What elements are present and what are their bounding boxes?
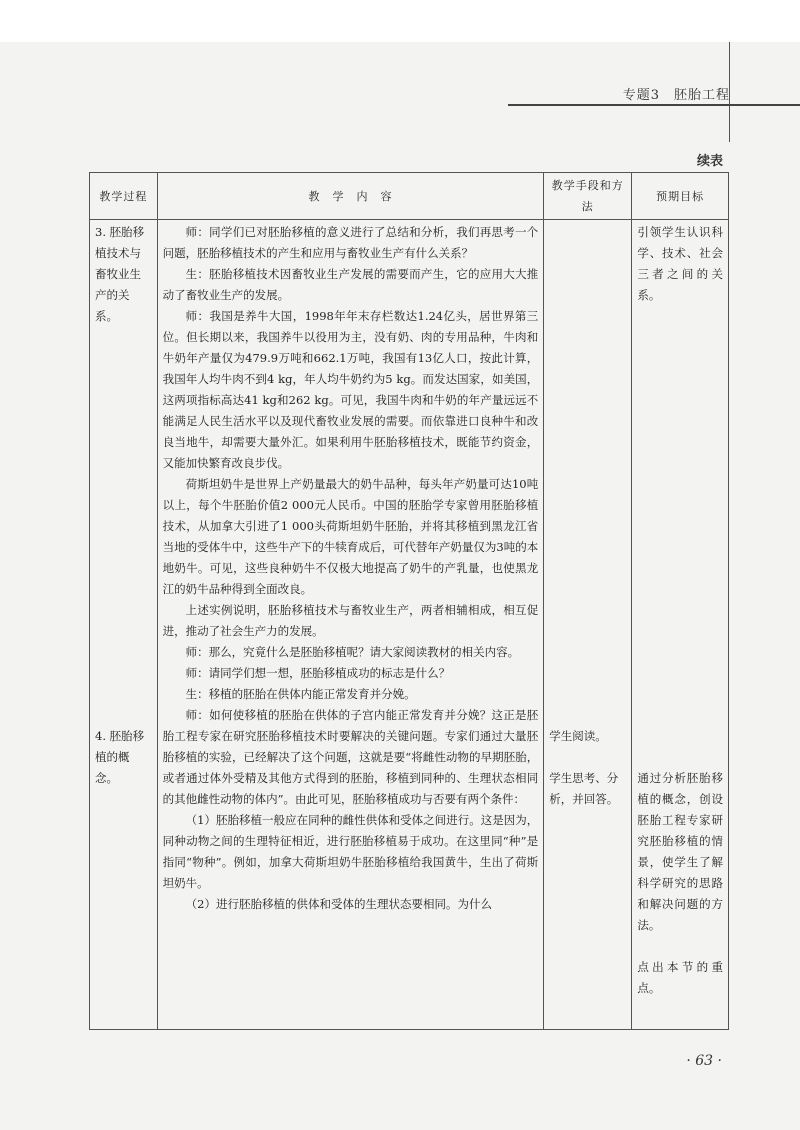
content-paragraph: 师：那么，究竟什么是胚胎移植呢？请大家阅读教材的相关内容。 [185,645,520,659]
content-paragraph: 生：移植的胚胎在供体内能正常发育并分娩。 [185,687,416,701]
method-item: 学生思考、分析，并回答。 [549,771,619,806]
content-paragraph: 上述实例说明，胚胎移植技术与畜牧业生产，两者相辅相成，相互促进，推动了社会生产力的发展。 [162,603,539,638]
goals-cell [632,220,729,1030]
goal-item: 通过分析胚胎移植的概念，创设胚胎工程专家研究胚胎移植的情景，使学生了解科学研究的思路和解决问题的方法。 [637,771,723,932]
running-header: 专题3 胚胎工程 [622,88,730,103]
content-paragraph: （2）进行胚胎移植的供体和受体的生理状态要相同。为什么 [185,897,492,911]
content-paragraph: 荷斯坦奶牛是世界上产奶量最大的奶牛品种，每头年产奶量可达10吨以上，每个牛胚胎价值2 000元人民币。中国的胚胎学专家曾用胚胎移植技术，从加拿大引进了1 000头荷斯坦奶牛胚胎，并将其移植到黑龙江省当地的受体牛中，这些牛产下的牛犊育成后，可代替年产奶量仅为3吨的本地奶牛。可见，这些良种奶牛不仅极大地提高了奶牛的产乳量，也使黑龙江的奶牛品种得到全面改良。 [162,477,539,596]
header-rule [508,104,800,106]
goal-item: 点出本节的重点。 [637,960,723,995]
header-content: 教 学 内 容 [157,173,544,220]
goal-item: 引领学生认识科学、技术、社会三者之间的关系。 [637,225,723,302]
continued-label: 续表 [696,154,723,169]
lesson-plan-table [89,172,729,1030]
header-process: 教学过程 [90,173,158,220]
page-number: · 63 · [686,1053,722,1069]
methods-cell [544,220,632,1030]
header-methods: 教学手段和方法 [544,173,632,220]
content-paragraph: 师：同学们已对胚胎移植的意义进行了总结和分析，我们再思考一个问题，胚胎移植技术的产生和应用与畜牧业生产有什么关系？ [162,225,539,260]
process-item-4: 4. 胚胎移植的概念。 [95,729,145,785]
content-paragraph: 师：我国是养牛大国，1998年年末存栏数达1.24亿头，居世界第三位。但长期以来，我国养牛以役用为主，没有奶、肉的专用品种，牛肉和牛奶年产量仅为479.9万吨和662.1万吨，我国有13亿人口，按此计算，我国年人均牛肉不到4 kg，年人均牛奶约为5 kg。而发达国家，如美国，这两项指标高达41 kg和262 kg。可见，我国牛肉和牛奶的年产量远远不能满足人民生活水平以及现代畜牧业发展的需要。而依靠进口良种牛和改良当地牛，却需要大量外汇。如果利用牛胚胎移植技术，既能节约资金，又能加快繁育改良步伐。 [162,309,539,470]
header-goals: 预期目标 [632,173,729,220]
content-paragraph: 师：请同学们想一想，胚胎移植成功的标志是什么？ [185,666,451,680]
method-item: 学生阅读。 [549,729,607,743]
process-item-3: 3. 胚胎移植技术与畜牧业生产的关系。 [95,225,145,323]
content-cell [157,220,544,1030]
table-row [90,220,729,1030]
content-paragraph: 生：胚胎移植技术因畜牧业生产发展的需要而产生，它的应用大大推动了畜牧业生产的发展。 [162,267,539,302]
content-paragraph: （1）胚胎移植一般应在同种的雌性供体和受体之间进行。这是因为，同种动物之间的生理特征相近，进行胚胎移植易于成功。在这里同“种”是指同“物种”。例如，加拿大荷斯坦奶牛胚胎移植给我国黄牛，生出了荷斯坦奶牛。 [162,813,539,890]
process-cell [90,220,158,1030]
table-header-row [90,173,729,220]
content-paragraph: 师：如何使移植的胚胎在供体的子宫内能正常发育并分娩？这正是胚胎工程专家在研究胚胎移植技术时要解决的关键问题。专家们通过大量胚胎移植的实验，已经解决了这个问题，这就是要“将雌性动物的早期胚胎，或者通过体外受精及其他方式得到的胚胎，移植到同种的、生理状态相同的其他雌性动物的体内”。由此可见，胚胎移植成功与否要有两个条件： [162,708,539,806]
